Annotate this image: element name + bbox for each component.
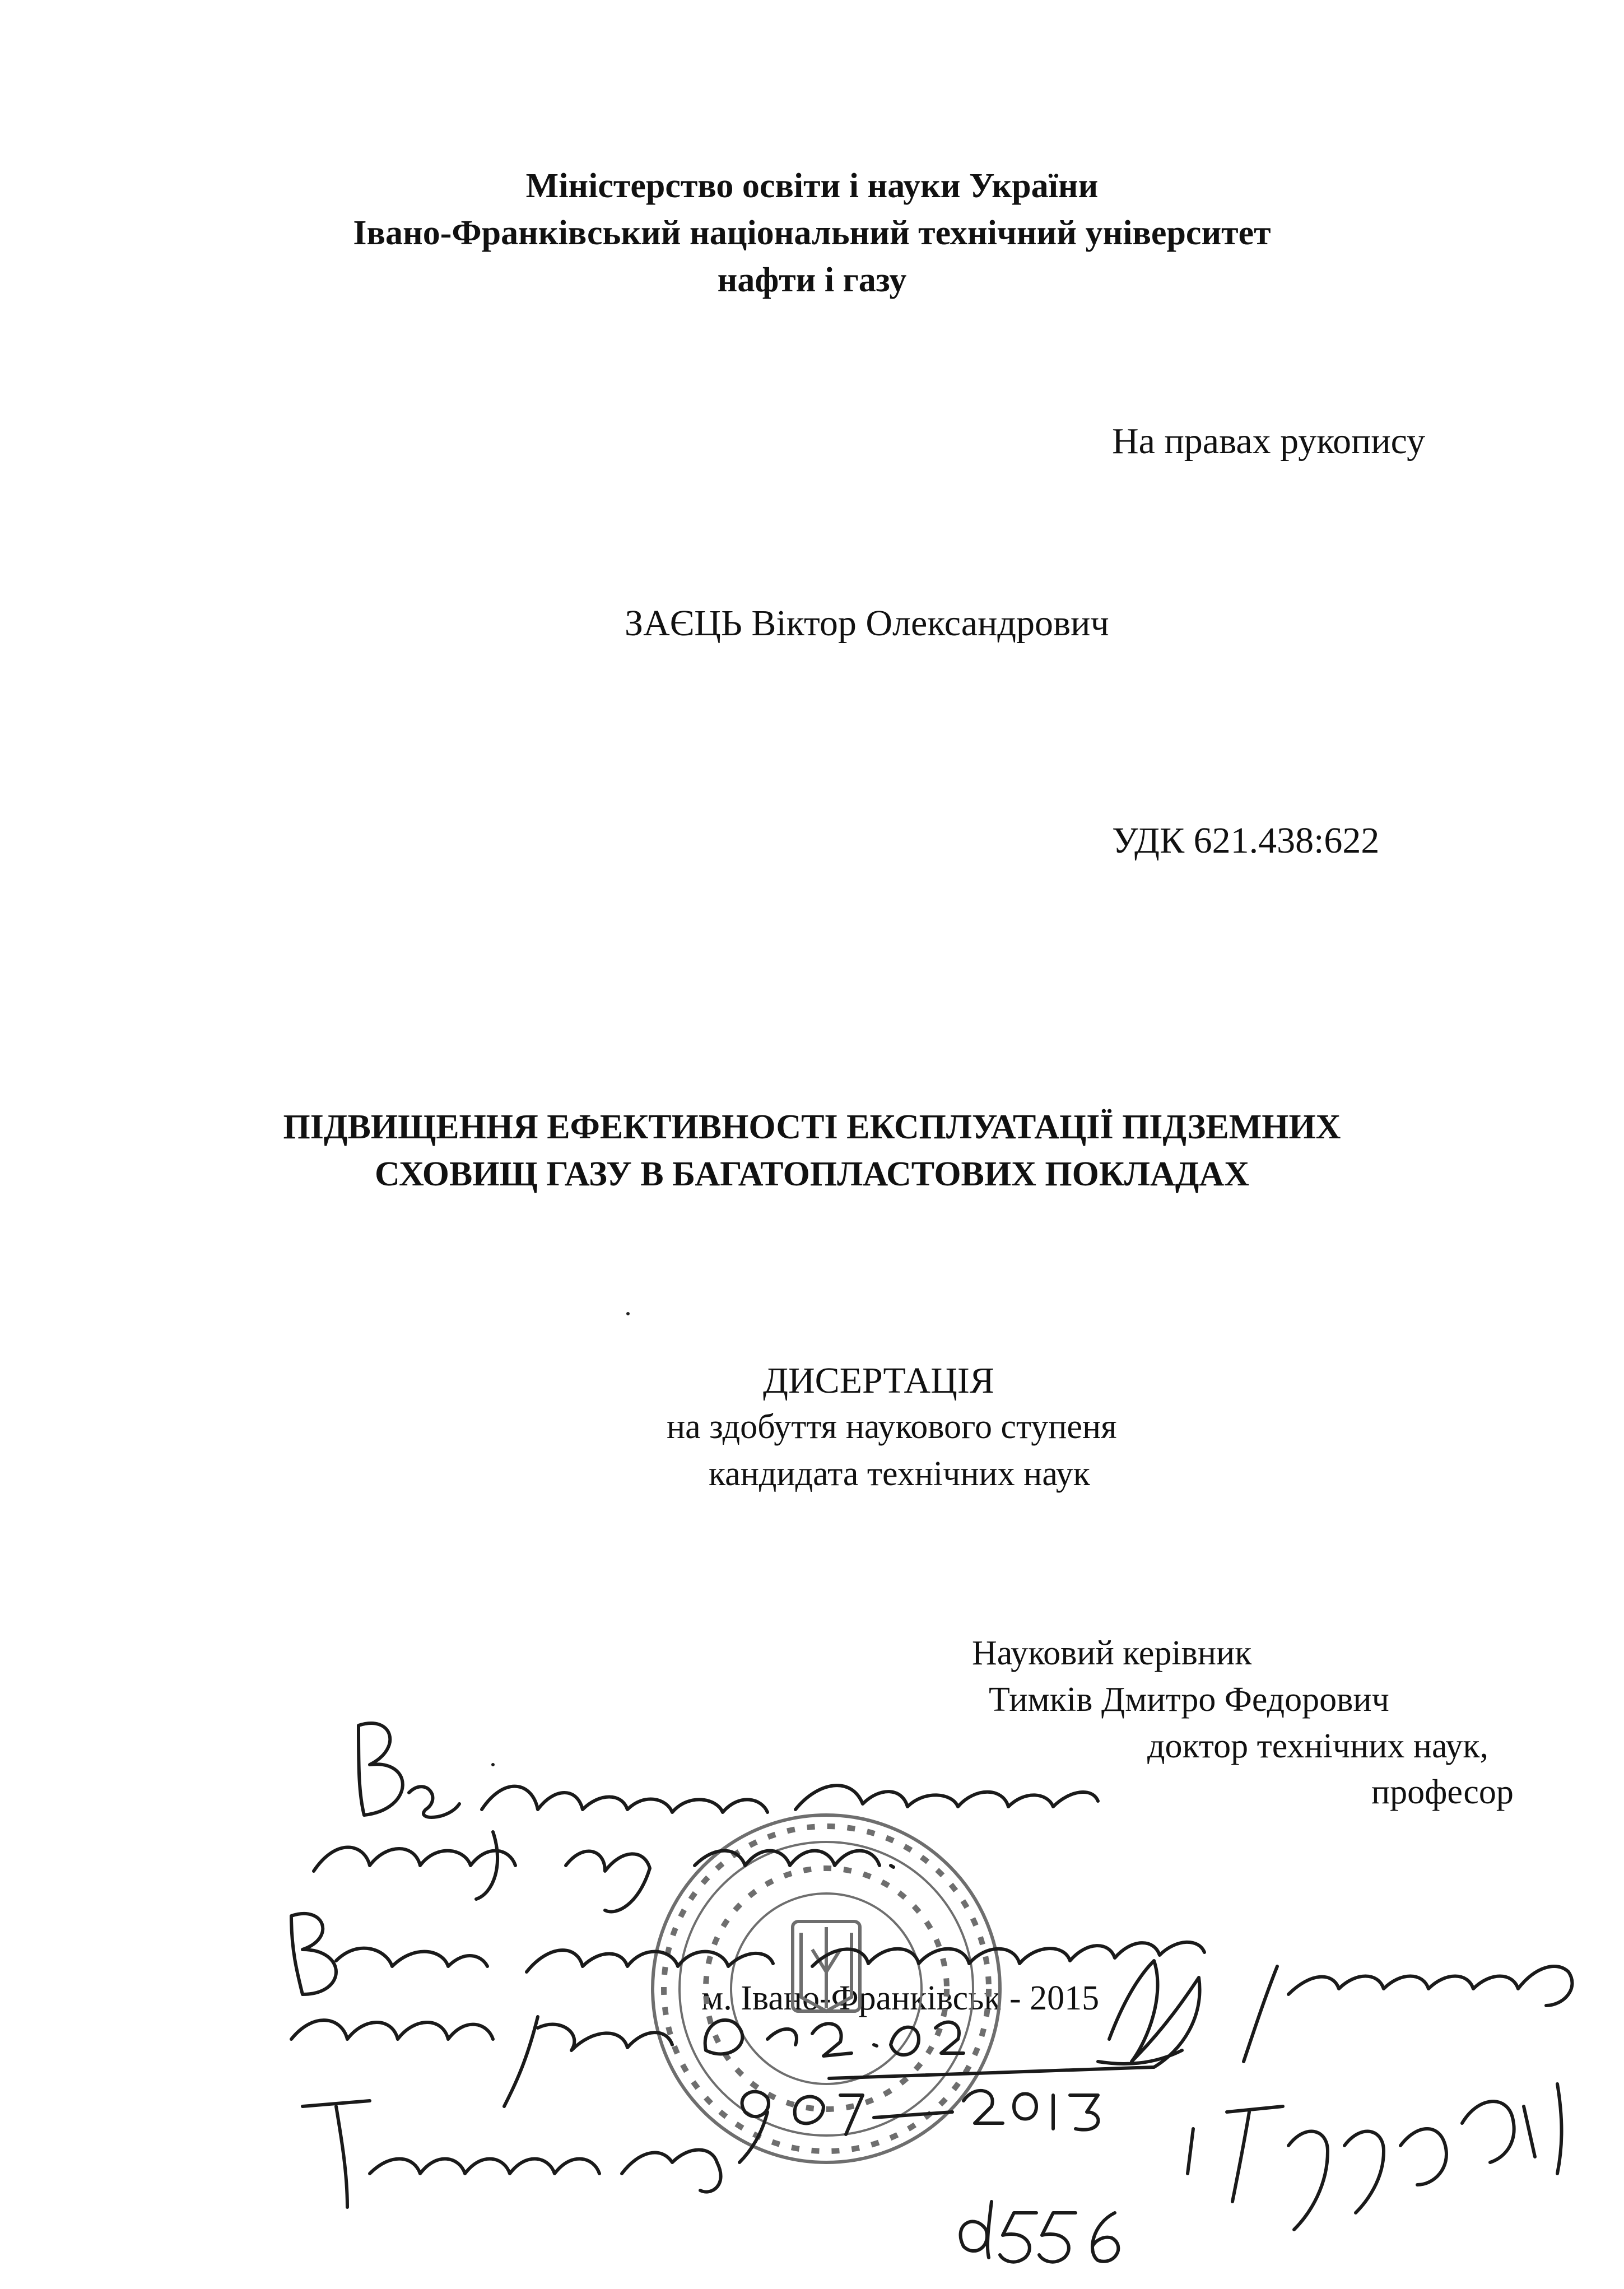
- dissertation-heading: ДИСЕРТАЦІЯ: [763, 1360, 994, 1401]
- supervisor-name: Тимків Дмитро Федорович: [989, 1681, 1389, 1719]
- university-name-line2: нафти і газу: [717, 261, 907, 299]
- thesis-title: [0, 1104, 1624, 1198]
- supervisor-degree: доктор технічних наук,: [1147, 1727, 1489, 1765]
- city-year: м. Івано-Франківськ - 2015: [701, 1979, 1100, 2017]
- dissertation-purpose-line2: кандидата технічних наук: [709, 1455, 1090, 1493]
- thesis-title-line1: ПІДВИЩЕННЯ ЕФЕКТИВНОСТІ ЕКСПЛУАТАЦІЇ ПІДЗЕМНИХ: [283, 1108, 1341, 1146]
- supervisor-title: професор: [1371, 1773, 1514, 1811]
- udk-code: УДК 621.438:622: [1112, 820, 1380, 861]
- thesis-title-line2: СХОВИЩ ГАЗУ В БАГАТОПЛАСТОВИХ ПОКЛАДАХ: [375, 1155, 1249, 1193]
- manuscript-note: На правах рукопису: [1112, 421, 1426, 462]
- header-block: [0, 162, 1624, 304]
- author-name: ЗАЄЦЬ Віктор Олександрович: [625, 603, 1109, 644]
- ministry-name: Міністерство освіти і науки України: [525, 167, 1099, 205]
- university-name-line1: Івано-Франківський національний технічний університет: [353, 214, 1271, 252]
- supervisor-label: Науковий керівник: [972, 1634, 1252, 1672]
- dissertation-purpose-line1: на здобуття наукового ступеня: [667, 1408, 1117, 1446]
- stray-dot: [626, 1312, 630, 1315]
